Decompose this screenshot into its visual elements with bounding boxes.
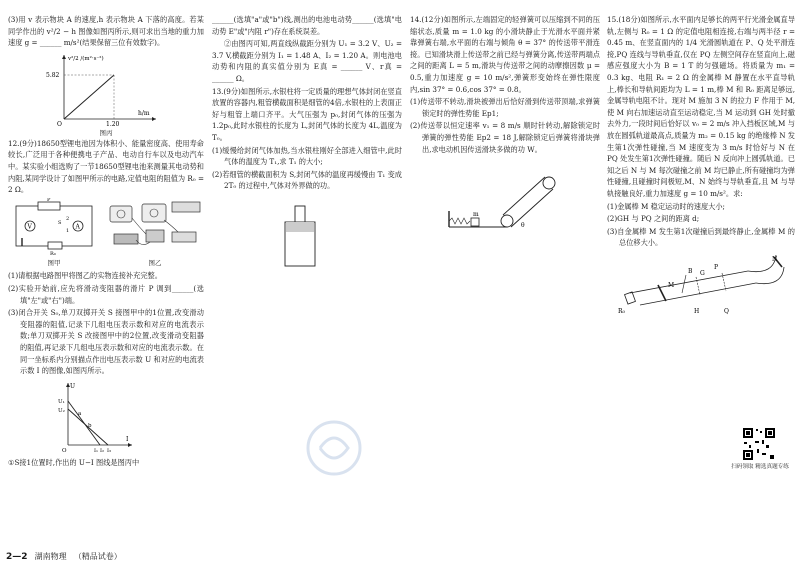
graph2-origin: O [62,447,67,454]
mercury-tube-figure [277,202,337,268]
question-12-stem: 12.(9分)18650型锂电池因为体积小、能量密度高、使用寿命较长,广泛用于各种便携电子产品、电动自行车以及电动汽车中。某实验小组选购了一节18650型锂电池来测量其电动势和内阻,某同学设计了如图甲所示的电路,定值电阻的阻值为 R₀ = 2 Ω。 [8,138,204,195]
column-3 [410,14,600,237]
rail-label-M: M [668,281,675,289]
page-footer [6,551,122,562]
graph2-ylabel: U [70,382,76,390]
graph2-xlabel: I [126,435,129,443]
circuit-diagram [8,198,100,269]
question-15-sub-3: (3)自金属棒 M 发生第1次碰撞后到最终静止,金属棒 M 的总位移大小。 [607,226,795,248]
question-12-sub-3: (3)闭合开关 S₀,单刀双掷开关 S 接图甲中的1位置,改变滑动变阻器的阻值,记录下几组电压表示数和对应的电流表示数;单刀双掷开关 S 改接图甲中的2位置,改变滑动变阻器的阻值,再记录下几组电压表示数和对应的电流表示数。在同一坐标系内分别描点作出电压表示数 U 和对应的电流表示数 I 的图像,如图丙所示。 [8,308,204,376]
question-15-stem: 15.(18分)如图所示,水平面内足够长的两平行光滑金属直导轨,左侧与 R₀ = 1 Ω 的定值电阻相连接,右端与两半径 r = 0.45 m、在竖直面内的 1/4 光滑圆轨道在 P、Q 处平滑连接,PQ 连线与导轨垂直,仅在 PQ 左侧空间存在竖直向上,磁感应强度大小为 B = 1 T 的匀强磁场。将质量为 m₁ = 0.3 kg、电阻 R₁ = 2 Ω 的金属棒 M 静置在水平直导轨上,棒长和导轨间距均为 L = 1 m,棒 M 和 R₀ 距离足够远,金属导轨电阻不计。现对 M 施加 3 N 的拉力 F 作用于 M,使 M 向右加速运动直至运动稳定,当 M 运动到 GH 处时撤去外力,一段时间后恰好以 v₀ = 2 m/s 冲入挡板区域,M 与放在圆弧轨道最高点,质量为 m₂ = 0.15 kg 的绝缘棒 N 发生第1次弹性碰撞,当 M 速度变为 3 m/s 时恰好与 N 在 PQ 处发生第1次弹性碰撞。随后 N 反向冲上圆弧轨道。已知之后 N 与 M 每次碰撞之前 M 均已静止,所有碰撞均为弹性碰撞,且碰撞时间极短,M、N 始终与导轨垂直,且 M 与导轨接触良好,重力加速度 g = 10 m/s²。求: [607,15,795,198]
graph1-xtick: 1.20 [106,120,120,127]
question-14-sub-1: (1)传送带不转动,滑块被弹出后恰好滑到传送带顶端,求弹簧锁定时的弹性势能 Ep1; [410,97,600,118]
question-11-part-3: (3)用 v 表示物块 A 的速度,h 表示物块 A 下落的高度。若某同学作出的 v²/2 − h 图像如图丙所示,则可求出当地的重力加速度 g = ______ m/s²(结果保留三位有效数字)。 [8,15,204,48]
svg-text:P: P [47,197,51,203]
graph-v2-h [46,51,166,127]
rail-label-B: B [688,267,693,275]
conveyor-figure [445,165,565,235]
graph-u-i [56,379,136,455]
rail-label-P: P [714,263,719,271]
graph2-label-U2: U₂ [58,407,65,414]
graph2-label-I2: I₂ [100,447,104,454]
question-12-sub-3a: ①S接1位置时,作出的 U−I 图线是图丙中 [8,457,140,467]
column-2 [212,14,402,270]
graph1-xlabel: h/m [138,109,150,117]
question-14-sub-2: (2)传送带以恒定速率 v₁ = 8 m/s 顺时针转动,解除锁定时弹簧的弹性势能 Ep2 = 18 J,解除锁定后弹簧将滑块弹出,求电动机因传送滑块多做的功 W。 [410,121,600,154]
question-13-sub-2: (2)若细管的横截面积为 S,封闭气体的温度再缓慢由 T₁ 变成 2T₀ 的过程中,气体对外界做的功。 [212,169,402,191]
question-14-stem: 14.(12分)如图所示,左端固定的轻弹簧可以压缩到不同的压缩状态,质量 m = 1.0 kg 的小滑块静止于光滑水平面并紧靠弹簧右端,水平面的右端与倾角 θ = 37° 的传送带平滑连接。已知滑块滑上传送带之前已经与弹簧分离,传送带两端点之间的距离 L = 5 m,滑块与传送带之间的动摩擦因数 μ = 0.5,重力加速度 g = 10 m/s²,弹簧形变始终在弹性限度内,sin 37° = 0.6,cos 37° = 0.8。 [410,15,600,94]
rail-label-Q: Q [724,307,729,315]
figure-b-caption: 图乙 [148,259,162,268]
graph1-origin: O [57,120,62,127]
question-12-figures [8,198,204,269]
footer-brand: （精品试卷） [73,552,122,561]
graph2-label-a: a [78,410,82,417]
rail-label-N: N [772,255,778,263]
svg-text:2: 2 [66,215,70,222]
question-15-sub-2: (2)GH 与 PQ 之间的距离 d; [607,214,700,224]
qr-code[interactable] [742,427,776,461]
svg-text:S: S [58,219,62,226]
svg-text:A: A [75,223,80,231]
rail-label-G: G [700,269,705,277]
figure-a-caption: 图甲 [47,259,61,268]
question-12-continued: ______(选填"a"或"b")线,测出的电池电动势______(选填"电动势 E"或"内阻 r")存在系统误差。 [212,15,402,36]
watermark-seal [304,418,364,478]
column-4 [607,14,795,317]
rail-label-R0: R₀ [618,307,625,315]
question-12-sub-3b: ②由图丙可知,两直线纵截距分别为 U₁ = 3.2 V、U₂ = 3.7 V,横截距分别为 I₁ = 1.48 A、I₂ = 1.20 A。则电池电动势和内阻的真实值分别为 E真 = ______ V、r真 = ______ Ω。 [212,39,402,83]
column-1 [8,14,204,469]
graph1-ylabel: v²/2 /(m²·s⁻²) [68,55,104,62]
svg-text:R₀: R₀ [50,250,56,256]
rail-label-H: H [694,307,700,315]
question-13-stem: 13.(9分)如图所示,水银柱将一定质量的理想气体封闭在竖直放置的容器内,粗管横截面积是细管的4倍,水银柱的上表面正好与粗管上端口齐平。大气压强为 p₀,封闭气体的压强为 1.2p₀,此时水银柱的长度为 L,封闭气体的长度为 4L,温度为 T₀。 [212,86,402,142]
page-number: 2—2 [6,552,28,562]
graph2-label-I3: I₃ [107,447,111,454]
graph2-label-b: b [88,422,92,429]
svg-text:V: V [27,223,32,231]
apparatus-photo [106,198,204,269]
graph1-caption: 图丙 [99,128,113,137]
angle-label: θ [521,222,525,230]
graph2-label-U1: U₁ [58,398,65,405]
question-12-sub-2: (2)实验开始前,应先将滑动变阻器的滑片 P 调到______(选填"左"或"右")端。 [8,283,204,305]
question-13-sub-1: (1)缓慢给封闭气体加热,当水银柱刚好全部进入细管中,此时气体的温度为 T₁,求 T₁ 的大小; [212,145,402,167]
rail-figure [616,253,786,315]
block-label: m [473,211,479,219]
footer-subject: 湖南物理 [34,552,67,561]
svg-text:1: 1 [66,227,70,234]
graph2-label-I1: I₁ [94,447,98,454]
graph1-ytick: 5.82 [46,71,60,79]
qr-caption: 扫码领取 精选真题专练 [731,464,789,470]
question-15-sub-1: (1)金属棒 M 稳定运动时的速度大小; [607,201,725,211]
question-12-sub-1: (1)请根据电路图甲将图乙的实物连接补充完整。 [8,271,162,281]
